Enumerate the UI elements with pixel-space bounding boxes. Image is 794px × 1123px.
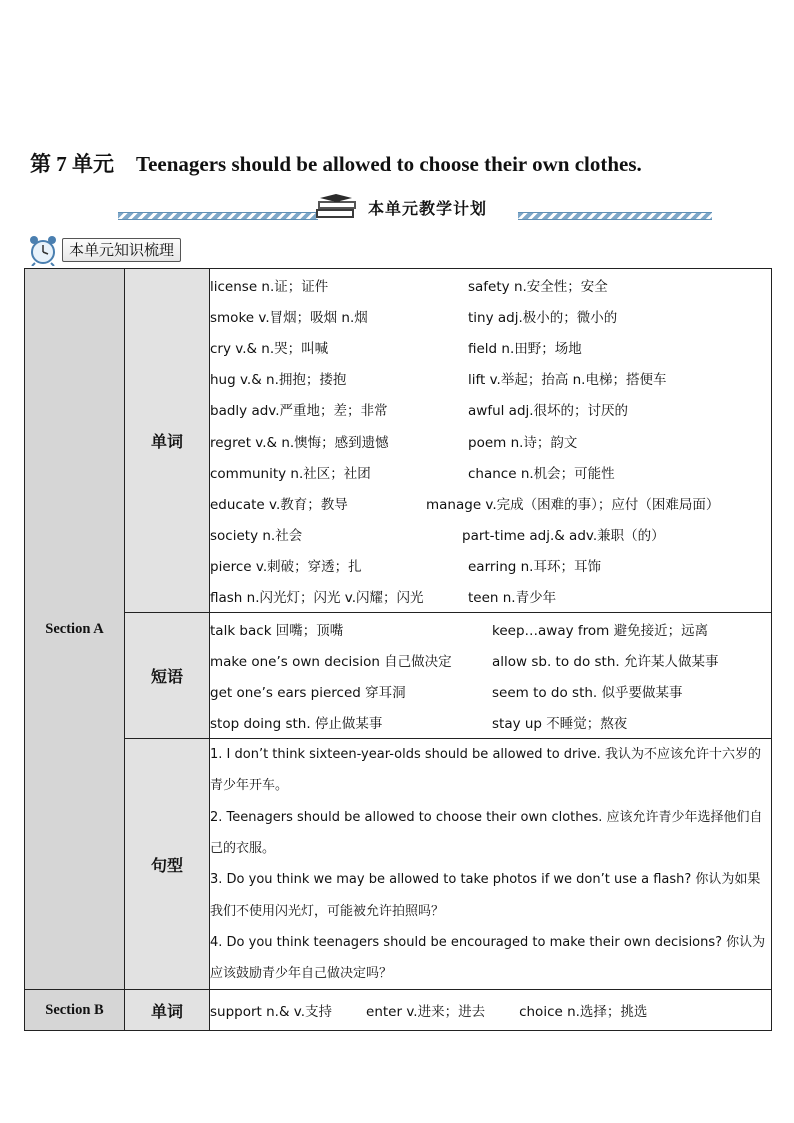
section-a-phrases	[210, 613, 772, 739]
knowledge-header-label: 本单元知识梳理	[62, 238, 181, 262]
sentence-item: 1. I don’t think sixteen-year-olds should be allowed to drive. 我认为不应该允许十六岁的青少年开车。	[210, 747, 761, 794]
knowledge-table	[24, 268, 772, 1031]
section-b-words	[210, 990, 772, 1031]
word-row: flash n.闪光灯；闪光 v.闪耀；闪光 teen n.青少年	[210, 590, 557, 607]
word-item: enter v.进来；进去	[366, 1004, 486, 1021]
word-row: badly adv.严重地；差；非常 awful adj.很坏的；讨厌的	[210, 403, 629, 420]
word-row: license n.证；证件 safety n.安全性；安全	[210, 278, 608, 295]
unit-number: 第 7 单元	[30, 152, 114, 176]
word-row: hug v.& n.拥抱；搂抱 lift v.举起；抬高 n.电梯；搭便车	[210, 372, 667, 389]
word-row: pierce v.刺破；穿透；扎 earring n.耳环；耳饰	[210, 559, 601, 576]
section-b-label: Section B	[25, 990, 125, 1031]
sentences-category-label: 句型	[125, 739, 210, 990]
sentence-item: 3. Do you think we may be allowed to take photos if we don’t use a flash? 你认为如果我们不使用闪光灯，可能被允许拍照吗？	[210, 872, 761, 919]
word-row: society n.社会 part-time adj.& adv.兼职（的）	[210, 528, 665, 545]
sentence-item: 2. Teenagers should be allowed to choose their own clothes. 应该允许青少年选择他们自己的衣服。	[210, 809, 763, 856]
words-category-label: 单词	[125, 269, 210, 613]
word-row: cry v.& n.哭；叫喊 field n.田野；场地	[210, 340, 582, 357]
alarm-clock-icon	[26, 234, 60, 266]
phrase-row: make one’s own decision 自己做决定 allow sb. to do sth. 允许某人做某事	[210, 653, 719, 670]
banner-stripe-left	[118, 212, 318, 220]
book-stack-icon	[314, 193, 362, 221]
section-a-sentences	[210, 739, 772, 990]
phrases-category-label: 短语	[125, 613, 210, 739]
phrase-row: talk back 回嘴；顶嘴 keep…away from 避免接近；远离	[210, 622, 709, 639]
banner-label: 本单元教学计划	[368, 199, 488, 218]
word-row: smoke v.冒烟；吸烟 n.烟 tiny adj.极小的；微小的	[210, 309, 618, 326]
word-row: community n.社区；社团 chance n.机会；可能性	[210, 465, 615, 482]
section-b-words-category-label: 单词	[125, 990, 210, 1031]
word-row: educate v.教育；教导 manage v.完成（困难的事）；应付（困难局面）	[210, 496, 720, 513]
section-a-words	[210, 269, 772, 613]
unit-title: Teenagers should be allowed to choose their own clothes.	[136, 152, 642, 176]
phrase-row: stop doing sth. 停止做某事 stay up 不睡觉；熬夜	[210, 716, 628, 733]
section-a-label: Section A	[25, 269, 125, 990]
teaching-plan-banner	[118, 190, 712, 224]
phrase-row: get one’s ears pierced 穿耳洞 seem to do sth. 似乎要做某事	[210, 685, 683, 702]
banner-stripe-right	[518, 212, 712, 220]
sentence-item: 4. Do you think teenagers should be encouraged to make their own decisions? 你认为应该鼓励青少年自己做决定吗？	[210, 934, 766, 982]
page-title	[30, 148, 770, 184]
word-row: regret v.& n.懊悔；感到遗憾 poem n.诗；韵文	[210, 434, 578, 451]
word-item: choice n.选择；挑选	[519, 1004, 648, 1021]
word-item: support n.& v.支持	[210, 1004, 333, 1021]
